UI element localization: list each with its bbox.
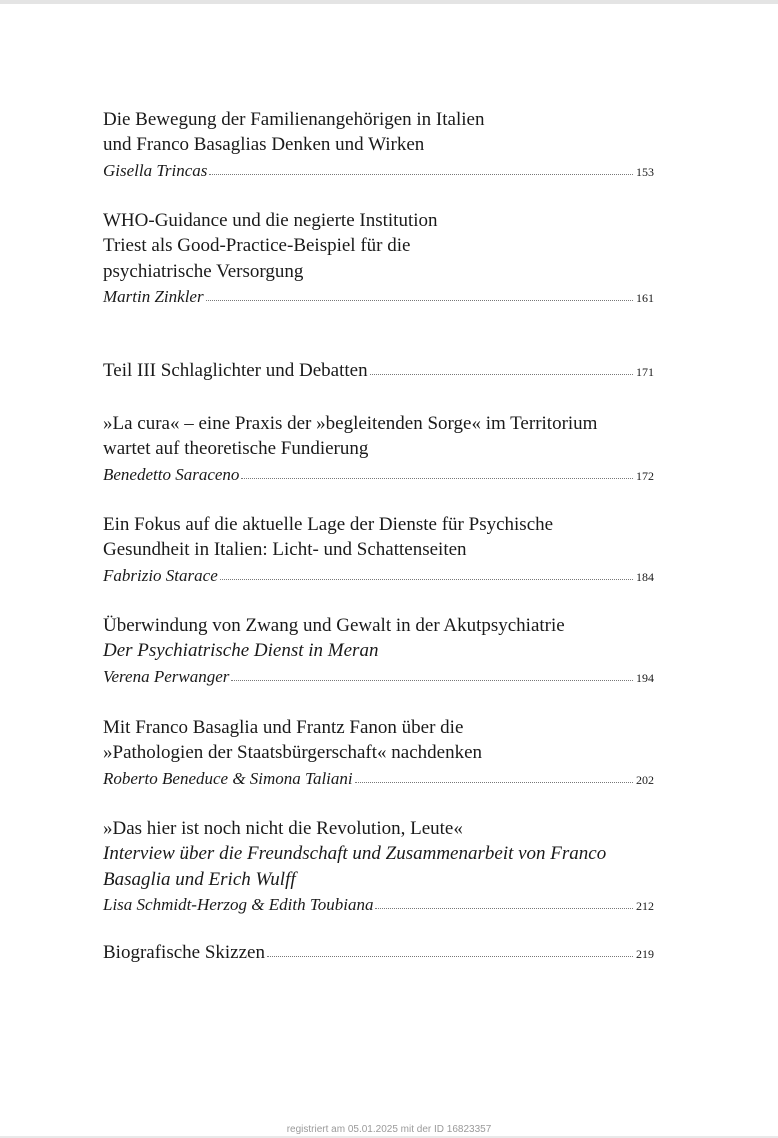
leader-dots (241, 478, 633, 479)
top-border (0, 0, 778, 4)
leader-dots (231, 680, 633, 681)
entry-author: Benedetto Saraceno (103, 464, 240, 484)
leader-dots (355, 782, 633, 783)
entry-subtitle-line: Basaglia und Erich Wulff (103, 868, 296, 890)
entry-title-line: »La cura« – eine Praxis der »begleitenden Sorge« im Territorium (103, 413, 598, 434)
section-row (103, 360, 654, 382)
leader-dots (375, 908, 633, 909)
entry-page-number: 153 (636, 164, 654, 179)
toc-entry[interactable] (103, 208, 654, 307)
entry-page-number: 202 (636, 772, 654, 787)
leader-dots (267, 956, 633, 957)
toc-entry[interactable] (103, 411, 654, 485)
entry-author-row (103, 895, 654, 915)
entry-title-line: »Das hier ist noch nicht die Revolution, Leute« (103, 818, 463, 839)
entry-title-line: wartet auf theoretische Fundierung (103, 438, 369, 460)
toc-entry[interactable] (103, 715, 654, 789)
entry-subtitle-line: Der Psychiatrische Dienst in Meran (103, 640, 379, 662)
section-title: Teil III Schlaglichter und Debatten (103, 360, 368, 381)
toc-section-entry[interactable] (103, 942, 654, 964)
entry-author-row (103, 161, 654, 181)
toc-entry[interactable] (103, 107, 654, 181)
entry-title-line: WHO-Guidance und die negierte Institution (103, 210, 438, 231)
entry-title-line: und Franco Basaglias Denken und Wirken (103, 134, 425, 156)
entry-title-line: Die Bewegung der Familienangehörigen in Italien (103, 109, 485, 130)
entry-subtitle-line: Interview über die Freundschaft und Zusammenarbeit von Franco (103, 843, 607, 865)
toc-entry[interactable] (103, 816, 654, 915)
entry-author: Martin Zinkler (103, 286, 204, 306)
entry-title-line: Überwindung von Zwang und Gewalt in der Akutpsychiatrie (103, 615, 565, 636)
leader-dots (370, 374, 633, 375)
leader-dots (220, 579, 633, 580)
entry-title-line: »Pathologien der Staatsbürgerschaft« nachdenken (103, 742, 483, 764)
toc-entry[interactable] (103, 613, 654, 687)
entry-page-number: 219 (636, 947, 654, 961)
toc-section-entry[interactable] (103, 360, 654, 382)
entry-author-row (103, 667, 654, 687)
entry-author: Fabrizio Starace (103, 565, 218, 585)
entry-author-row (103, 566, 654, 586)
section-title: Biografische Skizzen (103, 942, 265, 963)
entry-page-number: 212 (636, 898, 654, 913)
entry-title-line: Gesundheit in Italien: Licht- und Schattenseiten (103, 539, 467, 561)
entry-page-number: 184 (636, 569, 654, 584)
entry-title-line: Mit Franco Basaglia und Frantz Fanon über die (103, 717, 464, 738)
entry-title-line: psychiatrische Versorgung (103, 260, 304, 282)
section-row (103, 942, 654, 964)
entry-title-line: Triest als Good-Practice-Beispiel für die (103, 235, 411, 257)
entry-author: Lisa Schmidt-Herzog & Edith Toubiana (103, 894, 374, 914)
entry-author-row (103, 465, 654, 485)
entry-page-number: 172 (636, 468, 654, 483)
entry-author-row (103, 287, 654, 307)
leader-dots (206, 300, 633, 301)
leader-dots (209, 174, 633, 175)
entry-author-row (103, 769, 654, 789)
entry-author: Roberto Beneduce & Simona Taliani (103, 768, 353, 788)
registration-footer: registriert am 05.01.2025 mit der ID 16823357 (286, 1124, 492, 1135)
entry-page-number: 171 (636, 365, 654, 379)
toc-entry[interactable] (103, 512, 654, 586)
entry-author: Verena Perwanger (103, 666, 230, 686)
entry-title-line: Ein Fokus auf die aktuelle Lage der Dienste für Psychische (103, 514, 554, 535)
entry-page-number: 161 (636, 290, 654, 305)
entry-page-number: 194 (636, 670, 654, 685)
entry-author: Gisella Trincas (103, 160, 208, 180)
